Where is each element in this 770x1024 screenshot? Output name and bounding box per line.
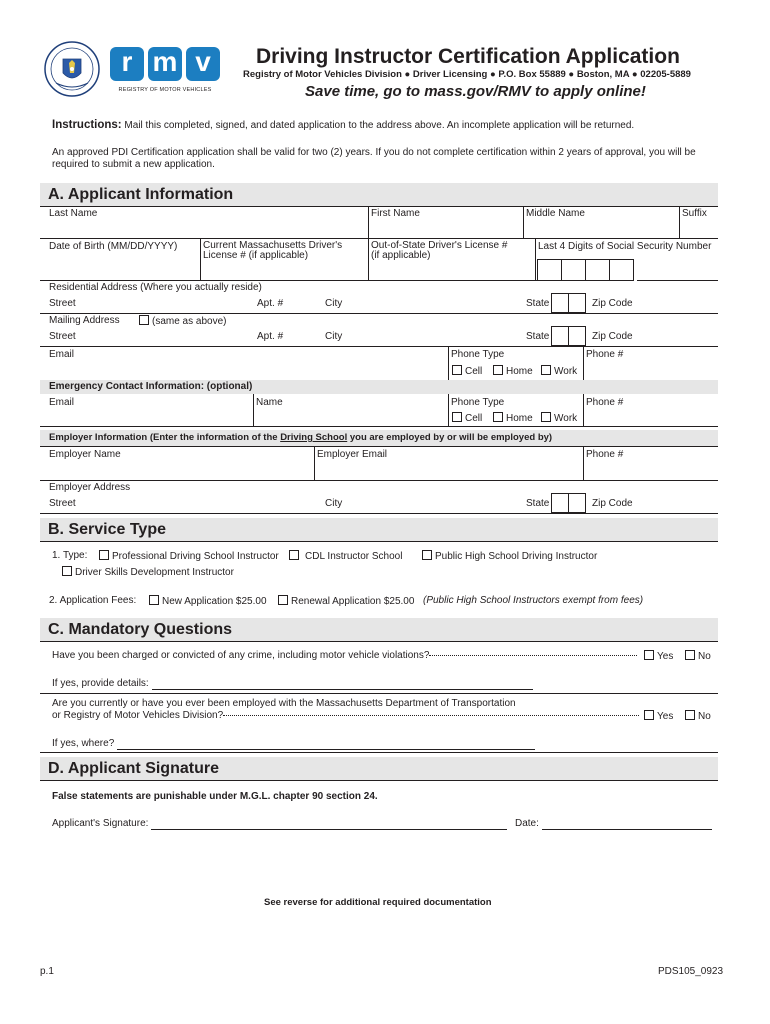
fee-new-label: New Application $25.00 [162, 596, 267, 607]
mailing-state-box[interactable] [551, 326, 569, 346]
date-label: Date: [515, 818, 539, 829]
fee-renewal-label: Renewal Application $25.00 [291, 596, 415, 607]
emergency-work-label: Work [554, 413, 578, 424]
skills-label: Driver Skills Development Instructor [75, 567, 234, 578]
emergency-email-label: Email [49, 397, 75, 408]
type-label: 1. Type: [52, 550, 88, 561]
employer-city-label: City [325, 498, 343, 509]
employer-state-label: State [526, 498, 550, 509]
phone-type-cell[interactable] [452, 365, 482, 378]
emergency-phone-type-label: Phone Type [451, 397, 505, 408]
oos-license-label-2: (if applicable) [371, 250, 431, 261]
oos-license-label-1: Out-of-State Driver's License # [371, 240, 508, 251]
skills-checkbox[interactable] [62, 566, 72, 576]
rmv-logo [110, 47, 220, 99]
emergency-cell-checkbox[interactable] [452, 412, 462, 422]
online-tagline: Save time, go to mass.gov/RMV to apply online! [305, 83, 646, 100]
employer-info-driving-school: Driving School [280, 432, 348, 443]
question-1-text: Have you been charged or convicted of any crime, including motor vehicle violations? [52, 650, 430, 661]
cdl-label: CDL Instructor School [305, 551, 403, 562]
first-name-label: First Name [371, 208, 420, 219]
employer-phone-label: Phone # [586, 449, 624, 460]
employer-address-label: Employer Address [49, 482, 131, 493]
emergency-name-label: Name [256, 397, 283, 408]
work-label: Work [554, 366, 578, 377]
state-box-2[interactable] [568, 293, 586, 313]
q1-details-field[interactable] [152, 680, 533, 690]
professional-label: Professional Driving School Instructor [112, 551, 279, 562]
fees-label: 2. Application Fees: [49, 595, 137, 606]
form-id: PDS105_0923 [658, 966, 724, 977]
section-c-header: C. Mandatory Questions [40, 618, 718, 642]
mailing-city-label: City [325, 331, 343, 342]
employer-zip-label: Zip Code [592, 498, 633, 509]
state-box[interactable] [551, 293, 569, 313]
zip-label: Zip Code [592, 298, 633, 309]
emergency-home-label: Home [506, 413, 533, 424]
employer-state-box[interactable] [551, 493, 569, 513]
fee-new-option[interactable] [149, 595, 267, 608]
emergency-cell-label: Cell [465, 413, 483, 424]
logo-letter-v: v [186, 47, 220, 81]
page-number: p.1 [40, 966, 54, 977]
type-cdl-option[interactable] [289, 550, 402, 563]
q2-where [52, 738, 535, 750]
fee-new-checkbox[interactable] [149, 595, 159, 605]
signature-field[interactable] [151, 820, 507, 830]
home-checkbox[interactable] [493, 365, 503, 375]
question-2-line-1: Are you currently or have you ever been employed with the Massachusetts Department of Transportation [52, 698, 516, 709]
mailing-zip-label: Zip Code [592, 331, 633, 342]
q1-details [52, 678, 533, 690]
employer-info-text-2: you are employed by or will be employed by) [347, 432, 553, 443]
phone-number-label: Phone # [586, 349, 624, 360]
mailing-address-label: Mailing Address [49, 315, 120, 326]
q2-where-label: If yes, where? [52, 738, 115, 749]
same-as-above-option[interactable] [139, 315, 226, 328]
residential-address-label: Residential Address (Where you actually reside) [49, 282, 262, 293]
emergency-phone-home[interactable] [493, 412, 533, 425]
mailing-street-label: Street [49, 331, 76, 342]
state-label: State [526, 298, 550, 309]
cell-checkbox[interactable] [452, 365, 462, 375]
question-2-line-2 [52, 710, 639, 722]
page-title: Driving Instructor Certification Application [256, 45, 680, 68]
employer-info-text-1: Employer Information (Enter the information of the [49, 432, 281, 443]
ssn-digit-boxes[interactable] [537, 259, 637, 281]
logo-subtitle: REGISTRY OF MOTOR VEHICLES [118, 87, 212, 93]
q1-yes-option[interactable] [644, 650, 673, 663]
employer-info-heading [49, 432, 552, 444]
employer-street-label: Street [49, 498, 76, 509]
work-checkbox[interactable] [541, 365, 551, 375]
mailing-apt-label: Apt. # [257, 331, 284, 342]
section-a-header: A. Applicant Information [40, 183, 718, 207]
middle-name-label: Middle Name [526, 208, 585, 219]
q1-no-label: No [698, 651, 711, 662]
q1-no-option[interactable] [685, 650, 711, 663]
mailing-state-box-2[interactable] [568, 326, 586, 346]
city-label: City [325, 298, 343, 309]
logo-letter-r: r [110, 47, 144, 81]
mailing-state-label: State [526, 331, 550, 342]
dob-label: Date of Birth (MM/DD/YYYY) [49, 241, 178, 252]
emergency-home-checkbox[interactable] [493, 412, 503, 422]
ssn-digit-2[interactable] [561, 259, 586, 281]
ssn-digit-3[interactable] [585, 259, 610, 281]
q1-yes-label: Yes [657, 651, 674, 662]
ma-license-label-2: License # (if applicable) [203, 250, 309, 261]
instructions [52, 119, 634, 132]
suffix-label: Suffix [682, 208, 707, 219]
public-label: Public High School Driving Instructor [435, 551, 598, 562]
last-name-label: Last Name [49, 208, 98, 219]
type-professional-option[interactable] [99, 550, 279, 563]
emergency-phone-label: Phone # [586, 397, 624, 408]
date-field[interactable] [542, 820, 712, 830]
reverse-note: See reverse for additional required documentation [264, 897, 492, 908]
ssn-digit-4[interactable] [609, 259, 634, 281]
q2-no-option[interactable] [685, 710, 711, 723]
email-label: Email [49, 349, 75, 360]
logo-letter-m: m [148, 47, 182, 81]
emergency-contact-heading: Emergency Contact Information: (optional) [49, 381, 253, 392]
section-b-header: B. Service Type [40, 518, 718, 542]
instructions-label: Instructions: [52, 119, 122, 131]
instructions-text: Mail this completed, signed, and dated application to the address above. An incomplete application will be returned. [124, 120, 635, 131]
employer-email-label: Employer Email [317, 449, 388, 460]
street-label: Street [49, 298, 76, 309]
fee-renewal-option[interactable] [278, 595, 414, 608]
false-statements-warning: False statements are punishable under M.G.L. chapter 90 section 24. [52, 791, 378, 802]
q1-details-label: If yes, provide details: [52, 678, 149, 689]
validity-line-1: An approved PDI Certification application shall be valid for two (2) years. If you do not complete certification within 2 years of approval, you will be [52, 147, 696, 158]
phone-type-label: Phone Type [451, 349, 505, 360]
same-as-above-label: (same as above) [152, 316, 227, 327]
type-skills-option[interactable] [62, 566, 234, 579]
signature-label: Applicant's Signature: [52, 818, 149, 829]
q2-yes-label: Yes [657, 711, 674, 722]
q2-where-field[interactable] [117, 740, 535, 750]
phone-type-home[interactable] [493, 365, 533, 378]
same-as-above-checkbox[interactable] [139, 315, 149, 325]
emergency-phone-cell[interactable] [452, 412, 482, 425]
section-d-header: D. Applicant Signature [40, 757, 718, 781]
q2-no-checkbox[interactable] [685, 710, 695, 720]
date-line [515, 818, 712, 830]
emergency-phone-work[interactable] [541, 412, 577, 425]
ma-license-label-1: Current Massachusetts Driver's [203, 240, 343, 251]
ssn-digit-1[interactable] [537, 259, 562, 281]
fee-renewal-checkbox[interactable] [278, 595, 288, 605]
apt-label: Apt. # [257, 298, 284, 309]
validity-line-2: required to submit a new application. [52, 159, 215, 170]
professional-checkbox[interactable] [99, 550, 109, 560]
type-public-option[interactable] [422, 550, 597, 563]
q2-no-label: No [698, 711, 711, 722]
employer-state-box-2[interactable] [568, 493, 586, 513]
massachusetts-seal-icon [44, 41, 100, 97]
q1-no-checkbox[interactable] [685, 650, 695, 660]
emergency-work-checkbox[interactable] [541, 412, 551, 422]
q2-yes-checkbox[interactable] [644, 710, 654, 720]
question-2-text: or Registry of Motor Vehicles Division? [52, 710, 224, 721]
signature-line [52, 818, 507, 830]
employer-name-label: Employer Name [49, 449, 121, 460]
question-1 [52, 650, 637, 662]
q2-yes-option[interactable] [644, 710, 673, 723]
ssn-label: Last 4 Digits of Social Security Number [538, 241, 712, 252]
cdl-checkbox[interactable] [289, 550, 299, 560]
q1-yes-checkbox[interactable] [644, 650, 654, 660]
cell-label: Cell [465, 366, 483, 377]
public-checkbox[interactable] [422, 550, 432, 560]
header-address: Registry of Motor Vehicles Division ● Driver Licensing ● P.O. Box 55889 ● Boston, MA ● 02205-5889 [243, 69, 691, 80]
home-label: Home [506, 366, 533, 377]
fee-exempt-note: (Public High School Instructors exempt from fees) [423, 595, 644, 606]
phone-type-work[interactable] [541, 365, 577, 378]
